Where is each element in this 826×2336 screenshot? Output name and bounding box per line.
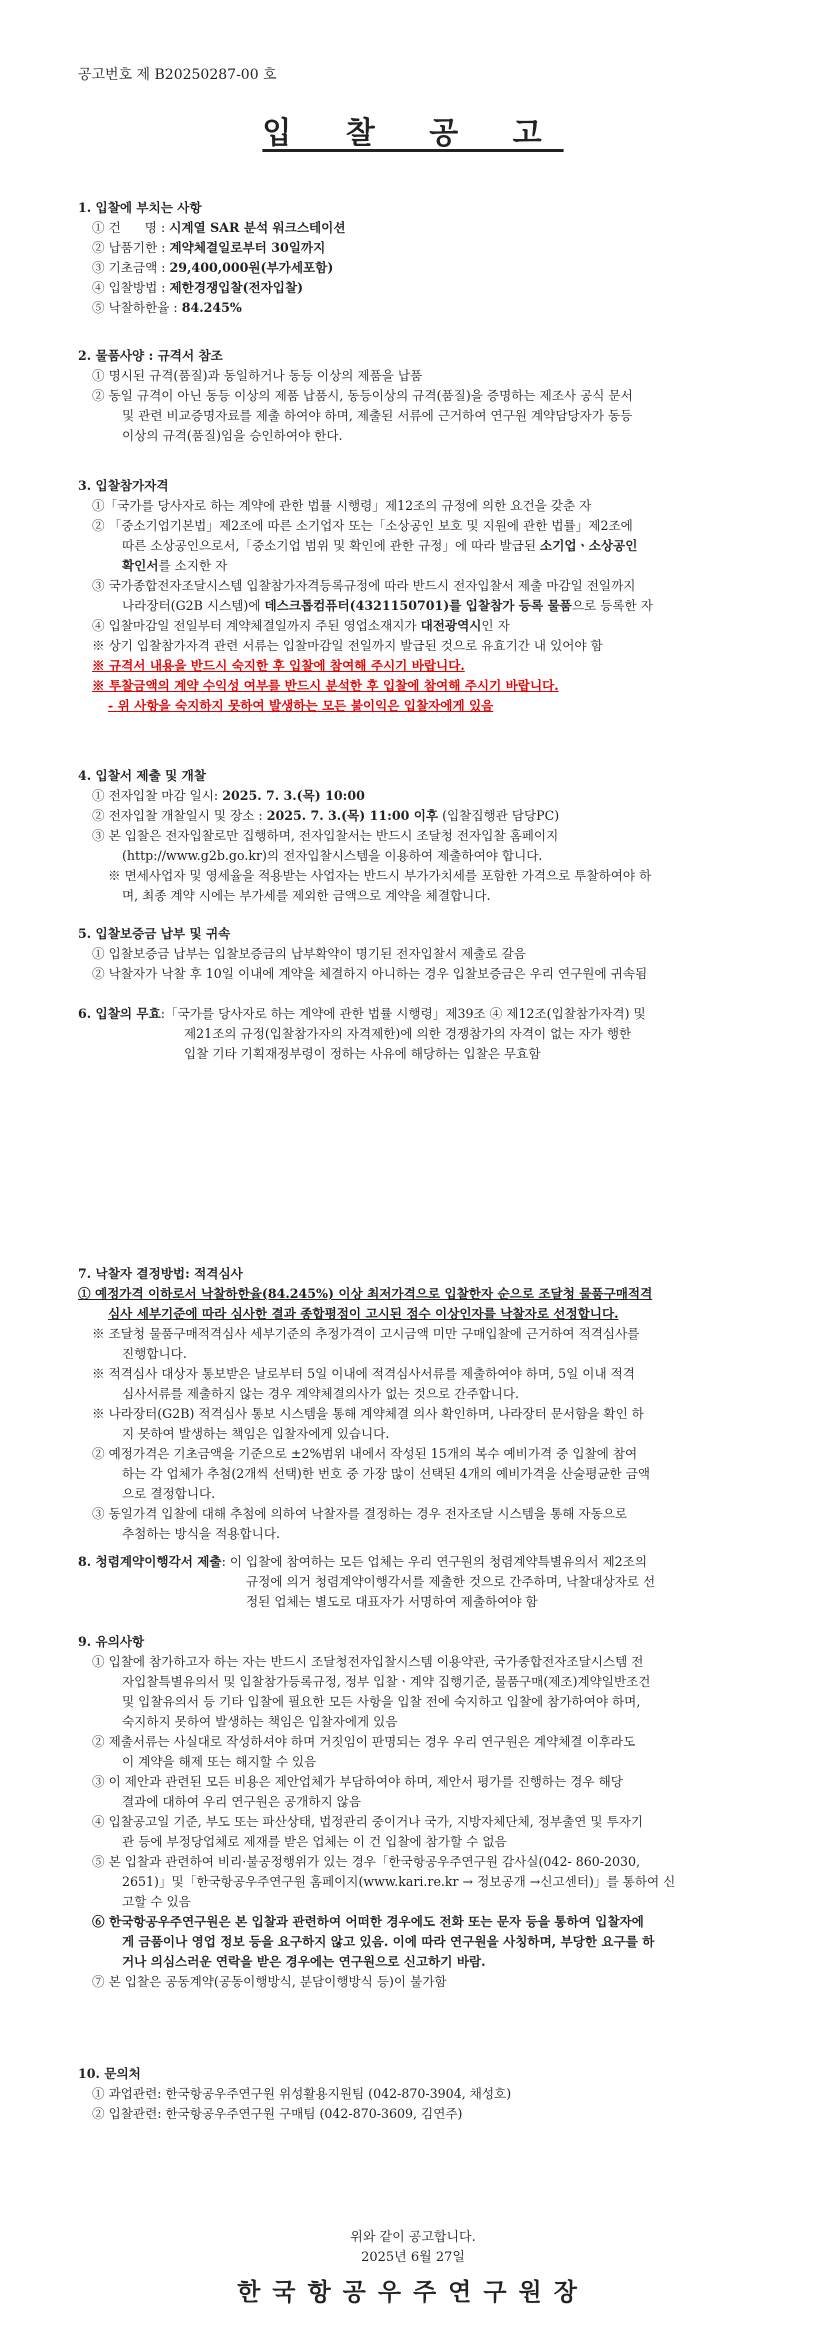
text-line: 심사서류를 제출하지 않는 경우 계약체결의사가 없는 것으로 간주합니다.: [122, 1386, 519, 1401]
text-line: 숙지하지 못하여 발생하는 책임은 입찰자에게 있음: [122, 1714, 398, 1729]
base-price-value: 29,400,000원(부가세포함): [169, 260, 334, 275]
section-contacts: [78, 2064, 768, 2124]
text-line: 및 입찰유의서 등 기타 입찰에 필요한 모든 사항을 입찰 전에 숙지하고 입찰에 참가하여야 하며,: [122, 1694, 641, 1709]
closing-block: [0, 2228, 826, 2268]
text-line: 및 관련 비교증명자료를 제출 하여야 하며, 제출된 서류에 근거하여 연구원 계약담당자가 동등: [122, 408, 633, 423]
warning-note: ※ 규격서 내용을 반드시 숙지한 후 입찰에 참여해 주시기 바랍니다.: [92, 658, 465, 673]
section-heading: 6. 입찰의 무효: [78, 1006, 161, 1021]
delivery-deadline-line: ② 납품기한 : 계약체결일로부터 30일까지: [92, 240, 326, 255]
item-name-line: ① 건 명 : 시계열 SAR 분석 워크스테이션: [92, 220, 346, 235]
text-line: ① 명시된 규격(품질)과 동일하거나 동등 이상의 제품을 납품: [92, 368, 423, 383]
text-line: ② 제출서류는 사실대로 작성하셔야 하며 거짓임이 판명되는 경우 우리 연구원은 계약체결 이후라도: [92, 1734, 636, 1749]
section-award-method: [78, 1264, 768, 1544]
section-eligibility: [78, 476, 768, 716]
text-line: 거나 의심스러운 연락을 받은 경우에는 연구원으로 신고하기 바람.: [122, 1954, 486, 1969]
text-line: 확인서를 소지한 자: [122, 558, 228, 573]
min-rate-line: ⑤ 낙찰하한율 : 84.245%: [92, 300, 242, 315]
section-bid-items: [78, 198, 768, 318]
text-line: 입찰 기타 기획재정부령이 정하는 사유에 해당하는 입찰은 무효함: [184, 1046, 541, 1061]
text-line: 하는 각 업체가 추첨(2개씩 선택)한 번호 중 가장 많이 선택된 4개의 예비가격을 산술평균한 금액: [122, 1466, 651, 1481]
section-invalid-bids: [78, 1004, 768, 1064]
section-submission: [78, 766, 768, 906]
text-line: ※ 조달청 물품구매적격심사 세부기준의 추정가격이 고시금액 미만 구매입찰에 근거하여 적격심사를: [92, 1326, 640, 1341]
text-line: 결과에 대하여 우리 연구원은 공개하지 않음: [122, 1794, 361, 1809]
base-price-line: ③ 기초금액 : 29,400,000원(부가세포함): [92, 260, 334, 275]
section-specs: [78, 346, 768, 446]
text-line: ⑤ 본 입찰과 관련하여 비리·불공정행위가 있는 경우「한국항공우주연구원 감사실(042- 860-2030,: [92, 1854, 641, 1869]
text-line: 6. 입찰의 무효:「국가를 당사자로 하는 계약에 관한 법률 시행령」제39조 ④ 제12조(입찰참가자격) 및: [78, 1006, 646, 1021]
text-line: 게 금품이나 영업 정보 등을 요구하지 않고 있음. 이에 따라 연구원을 사칭하며, 부당한 요구를 하: [122, 1934, 655, 1949]
item-name-value: 시계열 SAR 분석 워크스테이션: [169, 220, 346, 235]
text-line: 으로 결정합니다.: [122, 1486, 216, 1501]
text-line: 추첨하는 방식을 적용합니다.: [122, 1526, 280, 1541]
section-heading: 7. 낙찰자 결정방법: 적격심사: [78, 1266, 243, 1281]
text-line: ② 낙찰자가 낙찰 후 10일 이내에 계약을 체결하지 아니하는 경우 입찰보증금은 우리 연구원에 귀속됨: [92, 966, 648, 981]
section-heading: 3. 입찰참가자격: [78, 478, 169, 493]
section-heading: 5. 입찰보증금 납부 및 귀속: [78, 926, 231, 941]
page-title: 입 찰 공 고: [262, 116, 564, 151]
section-heading: 4. 입찰서 제출 및 개찰: [78, 768, 207, 783]
text-line: ② 동일 규격이 아닌 동등 이상의 제품 납품시, 동등이상의 규격(품질)을 증명하는 제조사 공식 문서: [92, 388, 633, 403]
text-line: 따른 소상공인으로서,「중소기업 범위 및 확인에 관한 규정」에 따라 발급된 소기업ㆍ소상공인: [122, 538, 638, 553]
warning-note: - 위 사항을 숙지하지 못하여 발생하는 모든 불이익은 입찰자에게 있음: [108, 698, 494, 713]
text-line: 며, 최종 계약 시에는 부가세를 제외한 금액으로 계약을 체결합니다.: [122, 888, 491, 903]
text-line: 2651)」및「한국항공우주연구원 홈페이지(www.kari.re.kr → 정보공개 →신고센터)」를 통하여 신: [122, 1874, 676, 1889]
contact-line: ① 과업관련: 한국항공우주연구원 위성활용지원팀 (042-870-3904, 채성호): [92, 2086, 512, 2101]
text-line: ③ 동일가격 입찰에 대해 추첨에 의하여 낙찰자를 결정하는 경우 전자조달 시스템을 통해 자동으로: [92, 1506, 628, 1521]
text-line: (http://www.g2b.go.kr)의 전자입찰시스템을 이용하여 제출하여야 합니다.: [122, 848, 543, 863]
text-line: ② 예정가격은 기초금액을 기준으로 ±2%범위 내에서 작성된 15개의 복수 예비가격 중 입찰에 참여: [92, 1446, 638, 1461]
issuer-signature: 한국항공우주연구원장: [237, 2277, 589, 2306]
text-line: ③ 국가종합전자조달시스템 입찰참가자격등록규정에 따라 반드시 전자입찰서 제출 마감일 전일까지: [92, 578, 636, 593]
text-line: 진행합니다.: [122, 1346, 187, 1361]
closing-text: 위와 같이 공고합니다.: [350, 2230, 476, 2245]
text-line: 8. 청렴계약이행각서 제출: 이 입찰에 참여하는 모든 업체는 우리 연구원의 청렴계약특별유의서 제2조의: [78, 1554, 647, 1569]
text-line: 이 계약을 해제 또는 해지할 수 있음: [122, 1754, 317, 1769]
section-heading: 1. 입찰에 부치는 사항: [78, 200, 202, 215]
contact-line: ② 입찰관련: 한국항공우주연구원 구매팀 (042-870-3609, 김연주): [92, 2106, 463, 2121]
text-line: ④ 입찰공고일 기준, 부도 또는 파산상태, 법정관리 중이거나 국가, 지방자체단체, 정부출연 및 투자기: [92, 1814, 644, 1829]
text-line: 규정에 의거 청렴계약이행각서를 제출한 것으로 간주하며, 낙찰대상자로 선: [246, 1574, 656, 1589]
section-notes: [78, 1632, 768, 1992]
warning-note: ※ 투찰금액의 계약 수익성 여부를 반드시 분석한 후 입찰에 참여해 주시기 바랍니다.: [92, 678, 559, 693]
text-line: 나라장터(G2B 시스템)에 데스크톱컴퓨터(4321150701)를 입찰참가 등록 물품으로 등록한 자: [122, 598, 653, 613]
section-heading: 9. 유의사항: [78, 1634, 145, 1649]
section-heading: 2. 물품사양 : 규격서 참조: [78, 348, 223, 363]
bid-method-line: ④ 입찰방법 : 제한경쟁입찰(전자입찰): [92, 280, 304, 295]
announcement-date: 2025년 6월 27일: [361, 2250, 465, 2265]
section-heading: 8. 청렴계약이행각서 제출: [78, 1554, 222, 1569]
text-line: ①「국가를 당사자로 하는 계약에 관한 법률 시행령」제12조의 규정에 의한 요건을 갖춘 자: [92, 498, 592, 513]
text-line: ※ 나라장터(G2B) 적격심사 통보 시스템을 통해 계약체결 의사 확인하며, 나라장터 문서함을 확인 하: [92, 1406, 644, 1421]
text-line: 제21조의 규정(입찰참가자의 자격제한)에 의한 경쟁참가의 자격이 없는 자가 행한: [184, 1026, 632, 1041]
text-line: ※ 상기 입찰참가자격 관련 서류는 입찰마감일 전일까지 발급된 것으로 유효기간 내 있어야 함: [92, 638, 603, 653]
text-line: 지 못하여 발생하는 책임은 입찰자에게 있습니다.: [122, 1426, 390, 1441]
text-line: ※ 적격심사 대상자 통보받은 날로부터 5일 이내에 적격심사서류를 제출하여야 하며, 5일 이내 적격: [92, 1366, 635, 1381]
notice-number: 공고번호 제 B20250287-00 호: [78, 67, 277, 83]
text-line: ① 입찰에 참가하고자 하는 자는 반드시 조달청전자입찰시스템 이용약관, 국가종합전자조달시스템 전: [92, 1654, 644, 1669]
section-integrity-pledge: [78, 1552, 768, 1612]
text-line: ⑦ 본 입찰은 공동계약(공동이행방식, 분담이행방식 등)이 불가함: [92, 1974, 447, 1989]
text-line: ④ 입찰마감일 전일부터 계약체결일까지 주된 영업소재지가 대전광역시인 자: [92, 618, 510, 633]
text-line: ① 입찰보증금 납부는 입찰보증금의 납부확약이 명기된 전자입찰서 제출로 갈음: [92, 946, 526, 961]
text-line: ③ 본 입찰은 전자입찰로만 집행하며, 전자입찰서는 반드시 조달청 전자입찰 홈페이지: [92, 828, 559, 843]
bid-method-value: 제한경쟁입찰(전자입찰): [169, 280, 304, 295]
text-line: ※ 면세사업자 및 영세율을 적용받는 사업자는 반드시 부가가치세를 포함한 가격으로 투찰하여야 하: [108, 868, 652, 883]
text-line: ② 「중소기업기본법」제2조에 따른 소기업자 또는「소상공인 보호 및 지원에 관한 법률」제2조에: [92, 518, 633, 533]
section-heading: 10. 문의처: [78, 2066, 141, 2081]
section-deposit: [78, 924, 768, 984]
text-line: 정된 업체는 별도로 대표자가 서명하여 제출하여야 함: [246, 1594, 538, 1609]
text-line: 심사 세부기준에 따라 심사한 결과 종합평점이 고시된 점수 이상인자를 낙찰자로 선정합니다.: [108, 1306, 619, 1321]
text-line: 관 등에 부정당업체로 제재를 받은 업체는 이 건 입찰에 참가할 수 없음: [122, 1834, 507, 1849]
text-line: ⑥ 한국항공우주연구원은 본 입찰과 관련하여 어떠한 경우에도 전화 또는 문자 등을 통하여 입찰자에: [92, 1914, 644, 1929]
min-rate-value: 84.245%: [181, 300, 242, 315]
text-line: 이상의 규격(품질)임을 승인하여야 한다.: [122, 428, 343, 443]
text-line: ① 예정가격 이하로서 낙찰하한율(84.245%) 이상 최저가격으로 입찰한자 순으로 조달청 물품구매적격: [78, 1286, 653, 1301]
delivery-deadline-value: 계약체결일로부터 30일까지: [169, 240, 326, 255]
text-line: ② 전자입찰 개찰일시 및 장소 : 2025. 7. 3.(목) 11:00 이후 (입찰집행관 담당PC): [92, 808, 560, 823]
text-line: ① 전자입찰 마감 일시: 2025. 7. 3.(목) 10:00: [92, 788, 365, 803]
text-line: 고할 수 있음: [122, 1894, 191, 1909]
text-line: ③ 이 제안과 관련된 모든 비용은 제안업체가 부담하여야 하며, 제안서 평가를 진행하는 경우 해당: [92, 1774, 623, 1789]
text-line: 자입찰특별유의서 및 입찰참가등록규정, 정부 입찰ㆍ계약 집행기준, 물품구매(제조)계약일반조건: [122, 1674, 651, 1689]
